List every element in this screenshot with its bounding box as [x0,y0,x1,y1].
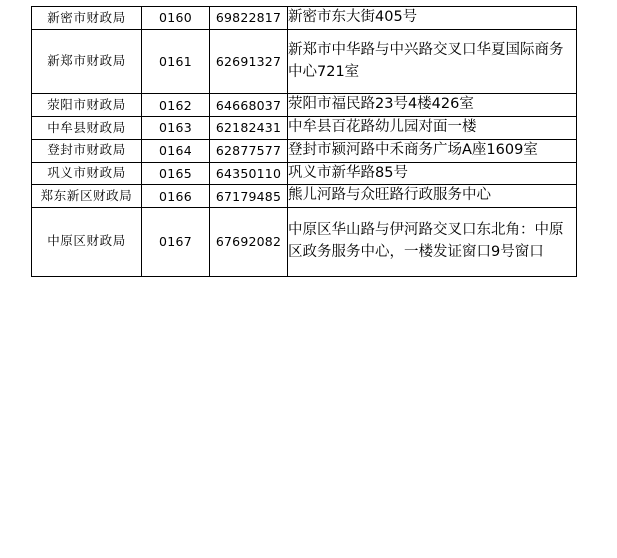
table-row [32,29,577,94]
cell-address: 中原区华山路与伊河路交叉口东北角：中原区政务服务中心，一楼发证窗口9号窗口 [288,208,577,277]
table-row [32,208,577,277]
table-row [32,7,577,30]
table-row [32,185,577,208]
table-row [32,139,577,162]
cell-organization: 新郑市财政局 [32,29,142,94]
cell-phone: 67692082 [210,208,288,277]
table-row [32,94,577,117]
cell-organization: 中牟县财政局 [32,117,142,140]
table-row [32,117,577,140]
cell-organization: 新密市财政局 [32,7,142,30]
cell-phone: 64668037 [210,94,288,117]
cell-code: 0164 [142,139,210,162]
cell-address: 登封市颍河路中禾商务广场A座1609室 [288,139,577,162]
agency-contact-table [31,6,577,277]
document-page [0,6,617,558]
cell-code: 0166 [142,185,210,208]
cell-organization: 中原区财政局 [32,208,142,277]
cell-phone: 69822817 [210,7,288,30]
cell-code: 0167 [142,208,210,277]
cell-address: 中牟县百花路幼儿园对面一楼 [288,117,577,140]
cell-address: 新密市东大街405号 [288,7,577,30]
table-row [32,162,577,185]
cell-code: 0162 [142,94,210,117]
cell-code: 0160 [142,7,210,30]
cell-phone: 62877577 [210,139,288,162]
cell-organization: 巩义市财政局 [32,162,142,185]
cell-address: 荥阳市福民路23号4楼426室 [288,94,577,117]
cell-code: 0161 [142,29,210,94]
cell-address: 新郑市中华路与中兴路交叉口华夏国际商务中心721室 [288,29,577,94]
cell-code: 0165 [142,162,210,185]
cell-organization: 荥阳市财政局 [32,94,142,117]
cell-phone: 62691327 [210,29,288,94]
cell-phone: 64350110 [210,162,288,185]
cell-address: 熊儿河路与众旺路行政服务中心 [288,185,577,208]
cell-code: 0163 [142,117,210,140]
cell-address: 巩义市新华路85号 [288,162,577,185]
cell-phone: 67179485 [210,185,288,208]
cell-organization: 郑东新区财政局 [32,185,142,208]
table-body [32,7,577,277]
cell-organization: 登封市财政局 [32,139,142,162]
cell-phone: 62182431 [210,117,288,140]
